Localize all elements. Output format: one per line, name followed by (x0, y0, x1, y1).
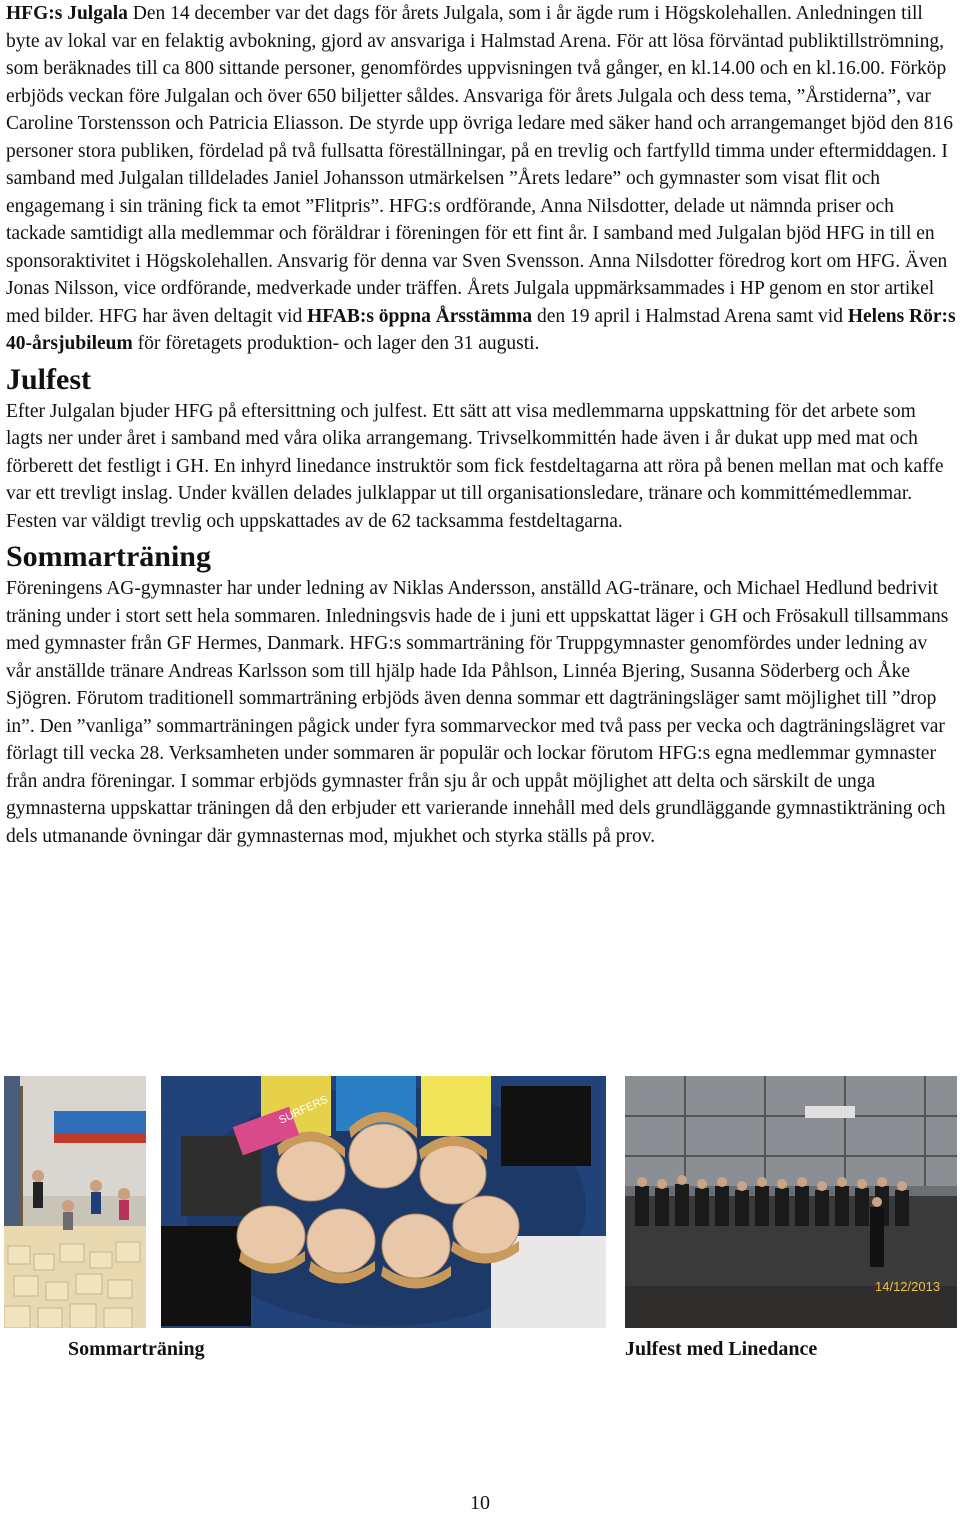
document-page (6, 0, 956, 850)
caption-sommartraning: Sommarträning (68, 1338, 205, 1360)
julfest-body: Efter Julgalan bjuder HFG på eftersittning och julfest. Ett sätt att visa medlemmarna uppskattning för det arbete som lagts ner under året i samband med våra olika arrangemang. Trivselkommittén hade även i år dukat upp med mat och förberett det festligt i GH. En inhyrd linedance instruktör som fick festdeltagarna att röra på benen mellan mat och kaffe var ett trevligt inslag. Under kvällen delades julklappar ut till organisationsledare, tränare och kommittémedlemmar. Festen var väldigt trevlig och uppskattades av de 62 tacksamma festdeltagarna. (6, 400, 944, 532)
helens-ror-event: Helens Rör:s 40-årsjubileum (6, 305, 956, 354)
foam-pit-photo (4, 1076, 146, 1328)
julfest-heading: Julfest (6, 362, 91, 396)
sommartraning-paragraph (6, 575, 956, 850)
children-circle-photo (161, 1076, 606, 1328)
page-number: 10 (470, 1492, 490, 1514)
julfest-paragraph (6, 398, 956, 536)
photo-row (0, 1076, 960, 1328)
sommartraning-heading: Sommarträning (6, 540, 211, 573)
svg-text:SURFERS: SURFERS (277, 1093, 330, 1127)
caption-julfest: Julfest med Linedance (625, 1338, 818, 1360)
hfab-event: HFAB:s öppna Årsstämma (307, 305, 533, 327)
sommartraning-body: Föreningens AG-gymnaster har under ledning av Niklas Andersson, anställd AG-tränare, och Michael Hedlund bedrivit träning under i stort sett hela sommaren. Inledningsvis hade de i juni ett uppskattat läger i GH och Frösakull tillsammans med gymnaster från GF Hermes, Danmark. HFG:s sommarträning för Truppgymnaster genomfördes under ledning av vår anställde tränare Andreas Karlsson som till hjälp hade Ida Påhlson, Linnéa Bjering, Susanna Söderberg och Åke Sjögren. Förutom traditionell sommarträning erbjöds även denna sommar ett dagträningsläger samt möjlighet till ”drop in”. Den ”vanliga” sommarträningen pågick under fyra sommarveckor med två pass per vecka och dagträningslägret var förlagt till vecka 28. Verksamheten under sommaren är populär och lockar förutom HFG:s egna medlemmar gymnaster från andra föreningar. I sommar erbjöds gymnaster från sju år och uppåt möjlighet att delta och särskilt de unga gymnasterna uppskattar träningen då den erbjuder ett varierande innehåll med dels grundläggande gymnastikträning och dels utmanande övningar där gymnasternas mod, mjukhet och styrka ställs på prov. (6, 578, 949, 847)
photo-date-stamp: 14/12/2013 (875, 1279, 941, 1294)
julgala-lead: HFG:s Julgala (6, 3, 128, 24)
julgala-text-2: den 19 april i Halmstad Arena samt vid (532, 305, 848, 327)
linedance-party-photo (625, 1076, 957, 1328)
julgala-text-3: för företagets produktion- och lager den 31 augusti. (132, 333, 540, 354)
julgala-paragraph (6, 0, 956, 358)
julgala-text-1: Den 14 december var det dags för årets Julgala, som i år ägde rum i Högskolehallen. Anledningen till byte av lokal var en felaktig avbokning, gjord av ansvariga i Halmstad Arena. För att lösa förväntad publiktillströmning, som beräknades till ca 800 sittande personer, genomfördes uppvisningen två gånger, en kl.14.00 och en kl.16.00. Förköp erbjöds veckan före Julgalan och över 650 biljetter såldes. Ansvariga för årets Julgala och dess tema, ”Årstiderna”, var Caroline Torstensson och Patricia Eliasson. De styrde upp övriga ledare med säker hand och arrangemanget bjöd den 816 personer stora publiken, fördelad på två fullsatta föreställningar, på en trevlig och fartfylld timma under eftermiddagen. I samband med Julgalan tilldelades Janiel Johansson utmärkelsen ”Årets ledare” och gymnaster som visat flit och engagemang i sin träning fick ta emot ”Flitpris”. HFG:s ordförande, Anna Nilsdotter, delade ut nämnda priser och tackade samtidigt alla medlemmar och föräldrar i föreningen för ett fint år. I samband med Julgalan bjöd HFG in till en sponsoraktivitet i Högskolehallen. Ansvarig för denna var Sven Svensson. Anna Nilsdotter föredrog kort om HFG. Även Jonas Nilsson, vice ordförande, medverkade under träffen. Årets Julgala uppmärksammades i HP genom en stor artikel med bilder. HFG har även deltagit vid (6, 3, 953, 327)
